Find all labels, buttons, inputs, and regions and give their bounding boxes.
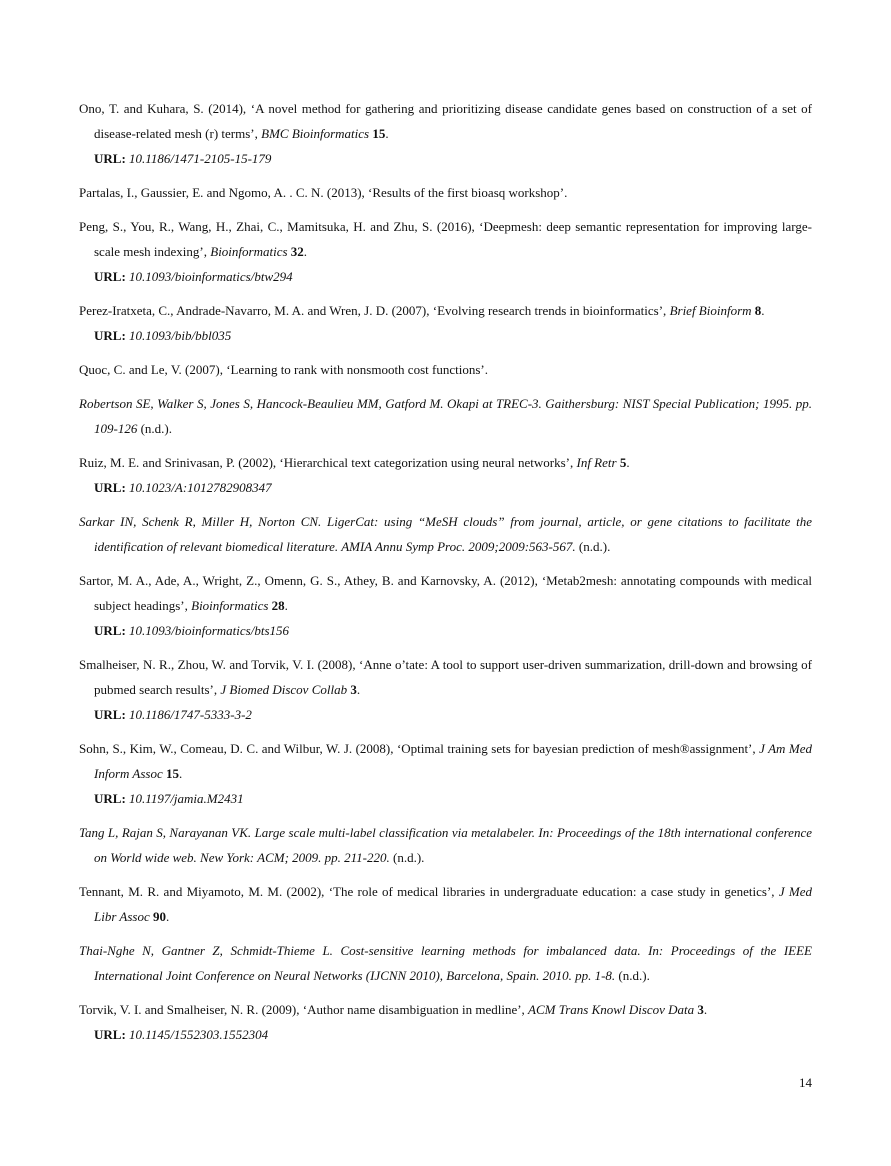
url-label: URL: <box>94 623 126 638</box>
reference-text: Partalas, I., Gaussier, E. and Ngomo, A. . C. N. (2013), ‘Results of the first bioasq workshop’. <box>79 185 568 200</box>
reference-italic-text: Bioinformatics <box>191 598 269 613</box>
reference-volume: 15 <box>372 126 386 141</box>
url-label: URL: <box>94 791 126 806</box>
reference-url-line <box>94 786 812 811</box>
reference-url-line <box>94 618 812 643</box>
reference-entry <box>79 450 812 500</box>
reference-entry <box>79 568 812 643</box>
reference-text: . <box>178 766 183 781</box>
reference-entry <box>79 997 812 1047</box>
reference-url-line <box>94 1022 812 1047</box>
reference-volume: 28 <box>271 598 285 613</box>
reference-italic-text: Robertson SE, Walker S, Jones S, Hancock-Beaulieu MM, Gatford M. Okapi at TREC-3. Gaithersburg: NIST Special Publication; 1995. pp. 109-126 <box>79 396 812 436</box>
reference-volume: 15 <box>165 766 179 781</box>
reference-italic-text: Tang L, Rajan S, Narayanan VK. Large scale multi-label classification via metalabeler. In: Proceedings of the 18th international conference on World wide web. New York: ACM; 2009. pp. 211-220. <box>79 825 812 865</box>
url-label: URL: <box>94 1027 126 1042</box>
url-label: URL: <box>94 707 126 722</box>
reference-italic-text: Bioinformatics <box>210 244 288 259</box>
reference-text: Perez-Iratxeta, C., Andrade-Navarro, M. A. and Wren, J. D. (2007), ‘Evolving research trends in bioinformatics’, <box>79 303 670 318</box>
reference-url-link[interactable]: 10.1186/1471-2105-15-179 <box>129 151 272 166</box>
reference-entry <box>79 214 812 289</box>
reference-text: Tennant, M. R. and Miyamoto, M. M. (2002), ‘The role of medical libraries in undergraduate education: a case study in genetics’, <box>79 884 779 899</box>
reference-entry <box>79 652 812 727</box>
reference-url-link[interactable]: 10.1093/bioinformatics/bts156 <box>129 623 290 638</box>
reference-entry <box>79 938 812 988</box>
reference-text: . <box>166 909 170 924</box>
url-label: URL: <box>94 151 126 166</box>
reference-url-link[interactable]: 10.1145/1552303.1552304 <box>129 1027 269 1042</box>
reference-italic-text: ACM Trans Knowl Discov Data <box>528 1002 695 1017</box>
reference-text: (n.d.). <box>137 421 173 436</box>
reference-entry <box>79 180 812 205</box>
reference-text: . <box>703 1002 708 1017</box>
reference-list <box>79 96 812 1056</box>
url-label: URL: <box>94 480 126 495</box>
reference-text: Torvik, V. I. and Smalheiser, N. R. (2009), ‘Author name disambiguation in medline’, <box>79 1002 529 1017</box>
reference-italic-text: J Biomed Discov Collab <box>220 682 348 697</box>
reference-url-line <box>94 146 812 171</box>
reference-volume: 32 <box>290 244 304 259</box>
reference-entry <box>79 736 812 811</box>
reference-italic-text: Sarkar IN, Schenk R, Miller H, Norton CN. LigerCat: using “MeSH clouds” from journal, article, or gene citations to facilitate the identification of relevant biomedical literature. AMIA Annu Symp Proc. 2009;2009:563-567. <box>79 514 812 554</box>
reference-volume: 3 <box>350 682 357 697</box>
reference-volume: 5 <box>619 455 627 470</box>
reference-text: Quoc, C. and Le, V. (2007), ‘Learning to rank with nonsmooth cost functions’. <box>79 362 488 377</box>
reference-url-link[interactable]: 10.1197/jamia.M2431 <box>129 791 244 806</box>
reference-italic-text: BMC Bioinformatics <box>261 126 370 141</box>
reference-text: . <box>385 126 389 141</box>
reference-text: Sohn, S., Kim, W., Comeau, D. C. and Wilbur, W. J. (2008), ‘Optimal training sets for bayesian prediction of mesh®assignment’, <box>79 741 760 756</box>
reference-url-link[interactable]: 10.1186/1747-5333-3-2 <box>129 707 252 722</box>
reference-text: . <box>356 682 361 697</box>
reference-url-link[interactable]: 10.1023/A:1012782908347 <box>129 480 272 495</box>
reference-text: Ruiz, M. E. and Srinivasan, P. (2002), ‘Hierarchical text categorization using neural networks’, <box>79 455 577 470</box>
reference-entry <box>79 298 812 348</box>
reference-entry <box>79 96 812 171</box>
reference-url-line <box>94 702 812 727</box>
reference-url-line <box>94 323 812 348</box>
reference-italic-text: Inf Retr <box>576 455 617 470</box>
reference-url-line <box>94 475 812 500</box>
reference-url-link[interactable]: 10.1093/bioinformatics/btw294 <box>129 269 293 284</box>
reference-text: (n.d.). <box>389 850 425 865</box>
reference-text: . <box>303 244 308 259</box>
reference-text: Sartor, M. A., Ade, A., Wright, Z., Omenn, G. S., Athey, B. and Karnovsky, A. (2012), ‘Metab2mesh: annotating compounds with medical subject headings’, <box>79 573 812 613</box>
reference-volume: 90 <box>153 909 166 924</box>
url-label: URL: <box>94 269 126 284</box>
reference-entry <box>79 357 812 382</box>
reference-entry <box>79 820 812 870</box>
reference-volume: 3 <box>697 1002 704 1017</box>
reference-italic-text: Thai-Nghe N, Gantner Z, Schmidt-Thieme L. Cost-sensitive learning methods for imbalanced data. In: Proceedings of the IEEE International Joint Conference on Neural Networks (IJCNN 2010), Barcelona, Spain. 2010. pp. 1-8. <box>79 943 812 983</box>
reference-text: Peng, S., You, R., Wang, H., Zhai, C., Mamitsuka, H. and Zhu, S. (2016), ‘Deepmesh: deep semantic representation for improving large-scale mesh indexing’, <box>79 219 812 259</box>
reference-italic-text: J Am Med Inform Assoc <box>94 741 812 781</box>
reference-text: (n.d.). <box>575 539 611 554</box>
reference-entry <box>79 879 812 929</box>
reference-italic-text: Brief Bioinform <box>669 303 752 318</box>
reference-url-line <box>94 264 812 289</box>
page-number: 14 <box>799 1075 812 1090</box>
reference-entry <box>79 509 812 559</box>
reference-text: . <box>761 303 765 318</box>
reference-url-link[interactable]: 10.1093/bib/bbl035 <box>129 328 232 343</box>
url-label: URL: <box>94 328 126 343</box>
reference-volume: 8 <box>754 303 762 318</box>
reference-text: . <box>284 598 288 613</box>
reference-text: (n.d.). <box>615 968 650 983</box>
reference-italic-text: J Med Libr Assoc <box>94 884 812 924</box>
reference-text: Ono, T. and Kuhara, S. (2014), ‘A novel method for gathering and prioritizing disease candidate genes based on construction of a set of disease-related mesh (r) terms’, <box>79 101 812 141</box>
reference-text: . <box>626 455 630 470</box>
reference-entry <box>79 391 812 441</box>
reference-text: Smalheiser, N. R., Zhou, W. and Torvik, V. I. (2008), ‘Anne o’tate: A tool to support user-driven summarization, drill-down and browsing of pubmed search results’, <box>79 657 812 697</box>
